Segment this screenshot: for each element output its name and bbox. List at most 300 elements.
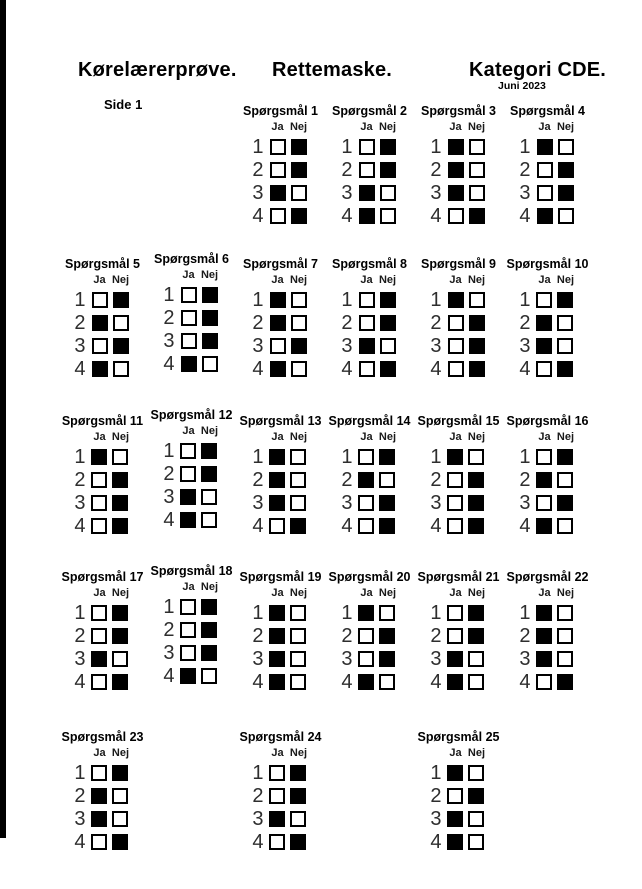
nej-column-header: Nej — [378, 587, 397, 599]
row-number: 1 — [163, 283, 175, 306]
checkbox-nej-empty — [468, 651, 484, 667]
column-headers — [72, 274, 134, 286]
checkbox-ja-empty — [536, 361, 552, 377]
nej-column-header: Nej — [467, 121, 486, 133]
column-header-spacer — [338, 587, 358, 599]
checkbox-ja-filled — [269, 472, 285, 488]
nej-column-header: Nej — [467, 274, 486, 286]
nej-column-header: Nej — [378, 121, 397, 133]
checkbox-ja-filled — [269, 605, 285, 621]
checkbox-nej-filled — [468, 788, 484, 804]
checkbox-ja-empty — [358, 518, 374, 534]
question-block-16 — [507, 414, 589, 537]
checkbox-nej-filled — [112, 628, 128, 644]
question-title: Spørgsmål 25 — [417, 730, 500, 744]
question-block-22 — [507, 570, 589, 693]
ja-column-header: Ja — [182, 581, 195, 593]
row-number: 3 — [519, 334, 531, 357]
column-header-spacer — [516, 587, 536, 599]
checkbox-nej-empty — [379, 605, 395, 621]
checkbox-nej-empty — [558, 208, 574, 224]
row-number: 3 — [252, 807, 264, 830]
checkbox-nej-empty — [468, 765, 484, 781]
checkbox-nej-filled — [202, 287, 218, 303]
nej-column-header: Nej — [289, 121, 308, 133]
checkbox-ja-empty — [358, 628, 374, 644]
question-block-24 — [240, 730, 322, 853]
checkbox-nej-filled — [201, 645, 217, 661]
checkbox-ja-empty — [536, 674, 552, 690]
ja-column-header: Ja — [538, 274, 551, 286]
checkbox-nej-filled — [469, 208, 485, 224]
checkbox-ja-filled — [447, 811, 463, 827]
question-cell — [147, 408, 236, 537]
answer-row-4 — [71, 670, 133, 693]
checkbox-ja-filled — [91, 651, 107, 667]
answer-row-1 — [161, 283, 223, 306]
answer-row-1 — [516, 445, 578, 468]
question-cell — [414, 730, 503, 853]
row-number: 1 — [341, 288, 353, 311]
column-header-spacer — [428, 274, 448, 286]
question-title: Spørgsmål 22 — [506, 570, 589, 584]
checkbox-ja-empty — [181, 287, 197, 303]
question-cell — [325, 414, 414, 537]
row-number: 3 — [430, 647, 442, 670]
checkbox-ja-filled — [448, 139, 464, 155]
answer-row-4 — [339, 204, 401, 227]
answer-row-3 — [427, 807, 489, 830]
checkbox-ja-empty — [91, 834, 107, 850]
answer-row-4 — [160, 508, 222, 531]
answer-row-2 — [339, 158, 401, 181]
checkbox-ja-filled — [536, 338, 552, 354]
ja-column-header: Ja — [538, 431, 551, 443]
checkbox-ja-empty — [92, 338, 108, 354]
checkbox-ja-filled — [358, 472, 374, 488]
checkbox-ja-filled — [92, 315, 108, 331]
row-number: 1 — [519, 135, 531, 158]
ja-column-header: Ja — [93, 747, 106, 759]
answer-row-4 — [516, 357, 578, 380]
question-title: Spørgsmål 23 — [61, 730, 144, 744]
ja-column-header: Ja — [449, 747, 462, 759]
answer-row-1 — [71, 761, 133, 784]
nej-column-header: Nej — [556, 274, 575, 286]
checkbox-nej-empty — [468, 674, 484, 690]
checkbox-nej-empty — [201, 668, 217, 684]
answer-row-2 — [428, 158, 490, 181]
answer-row-2 — [249, 784, 311, 807]
checkbox-ja-filled — [269, 495, 285, 511]
answer-row-3 — [516, 491, 578, 514]
row-number: 2 — [430, 468, 442, 491]
column-header-spacer — [427, 587, 447, 599]
answer-row-2 — [517, 158, 579, 181]
row-number: 4 — [430, 514, 442, 537]
column-headers — [516, 431, 578, 443]
checkbox-ja-filled — [447, 449, 463, 465]
checkbox-ja-filled — [91, 449, 107, 465]
checkbox-ja-empty — [447, 788, 463, 804]
answer-row-1 — [338, 601, 400, 624]
question-cell — [414, 104, 503, 227]
checkbox-ja-empty — [359, 139, 375, 155]
ja-column-header: Ja — [360, 587, 373, 599]
checkbox-nej-empty — [469, 185, 485, 201]
question-block-1 — [243, 104, 318, 227]
column-header-spacer — [427, 747, 447, 759]
question-row — [58, 564, 592, 693]
column-header-spacer — [249, 431, 269, 443]
question-cell — [236, 570, 325, 693]
row-number: 2 — [430, 784, 442, 807]
answer-row-3 — [249, 647, 311, 670]
checkbox-ja-filled — [447, 651, 463, 667]
row-number: 1 — [74, 288, 86, 311]
column-headers — [427, 587, 489, 599]
ja-column-header: Ja — [449, 274, 462, 286]
question-title: Spørgsmål 18 — [150, 564, 233, 578]
row-number: 1 — [430, 135, 442, 158]
answer-table — [249, 747, 311, 853]
row-number: 1 — [163, 439, 175, 462]
category-title: Kategori CDE. — [469, 59, 607, 81]
checkbox-ja-filled — [270, 361, 286, 377]
nej-column-header: Nej — [467, 747, 486, 759]
checkbox-nej-filled — [201, 443, 217, 459]
checkbox-nej-filled — [557, 449, 573, 465]
answer-row-2 — [516, 624, 578, 647]
column-header-spacer — [249, 587, 269, 599]
ja-column-header: Ja — [271, 274, 284, 286]
checkbox-nej-empty — [113, 315, 129, 331]
question-cell — [58, 414, 147, 537]
row-number: 4 — [252, 357, 264, 380]
checkbox-ja-filled — [536, 651, 552, 667]
row-number: 3 — [341, 181, 353, 204]
checkbox-nej-empty — [290, 495, 306, 511]
checkbox-ja-filled — [180, 489, 196, 505]
answer-table — [427, 587, 489, 693]
ja-column-header: Ja — [271, 121, 284, 133]
answer-row-1 — [249, 761, 311, 784]
row-number: 1 — [430, 445, 442, 468]
column-header-spacer — [71, 587, 91, 599]
checkbox-ja-filled — [536, 472, 552, 488]
row-number: 4 — [430, 670, 442, 693]
exam-title: Kørelærerprøve. — [78, 59, 237, 81]
column-header-spacer — [427, 431, 447, 443]
answer-table — [71, 431, 133, 537]
row-number: 2 — [430, 158, 442, 181]
nej-column-header: Nej — [378, 431, 397, 443]
answer-row-1 — [160, 595, 222, 618]
checkbox-ja-empty — [180, 622, 196, 638]
row-number: 1 — [252, 288, 264, 311]
row-number: 1 — [74, 445, 86, 468]
checkbox-nej-filled — [380, 292, 396, 308]
answer-row-3 — [428, 334, 490, 357]
checkbox-nej-filled — [291, 208, 307, 224]
answer-row-2 — [427, 624, 489, 647]
checkbox-ja-empty — [180, 466, 196, 482]
row-number: 2 — [252, 158, 264, 181]
question-block-23 — [62, 730, 144, 853]
answer-table — [427, 431, 489, 537]
checkbox-ja-empty — [269, 765, 285, 781]
checkbox-nej-filled — [202, 333, 218, 349]
column-headers — [160, 425, 222, 437]
row-number: 3 — [341, 491, 353, 514]
row-number: 2 — [430, 624, 442, 647]
column-headers — [338, 431, 400, 443]
checkbox-ja-empty — [181, 333, 197, 349]
answer-row-2 — [71, 624, 133, 647]
row-number: 3 — [430, 491, 442, 514]
question-block-3 — [421, 104, 496, 227]
checkbox-nej-filled — [291, 338, 307, 354]
answer-row-4 — [250, 357, 312, 380]
checkbox-ja-filled — [269, 811, 285, 827]
column-header-spacer — [250, 274, 270, 286]
question-title: Spørgsmål 5 — [64, 257, 141, 271]
ja-column-header: Ja — [538, 587, 551, 599]
answer-table — [338, 431, 400, 537]
question-row — [58, 252, 592, 380]
row-number: 2 — [519, 311, 531, 334]
checkbox-ja-filled — [358, 605, 374, 621]
answer-row-2 — [427, 784, 489, 807]
column-header-spacer — [516, 431, 536, 443]
answer-row-4 — [71, 514, 133, 537]
checkbox-nej-empty — [468, 449, 484, 465]
row-number: 4 — [252, 514, 264, 537]
checkbox-nej-filled — [557, 674, 573, 690]
checkbox-ja-empty — [270, 338, 286, 354]
answer-row-2 — [249, 468, 311, 491]
row-number: 4 — [341, 514, 353, 537]
checkbox-ja-empty — [91, 628, 107, 644]
answer-row-4 — [160, 664, 222, 687]
checkbox-ja-filled — [270, 315, 286, 331]
checkbox-nej-empty — [557, 518, 573, 534]
answer-row-2 — [71, 784, 133, 807]
answer-row-4 — [428, 204, 490, 227]
answer-row-1 — [338, 445, 400, 468]
column-headers — [249, 431, 311, 443]
question-title: Spørgsmål 9 — [420, 257, 497, 271]
checkbox-nej-empty — [557, 628, 573, 644]
ja-column-header: Ja — [271, 431, 284, 443]
ja-column-header: Ja — [271, 747, 284, 759]
checkbox-ja-filled — [448, 185, 464, 201]
question-cell — [503, 570, 592, 693]
checkbox-nej-empty — [112, 788, 128, 804]
answer-row-1 — [427, 761, 489, 784]
question-block-21 — [418, 570, 500, 693]
question-cell — [503, 414, 592, 537]
checkbox-nej-empty — [557, 338, 573, 354]
checkbox-nej-empty — [112, 651, 128, 667]
nej-column-header: Nej — [111, 274, 130, 286]
checkbox-ja-empty — [536, 449, 552, 465]
checkbox-ja-filled — [537, 139, 553, 155]
answer-row-4 — [427, 514, 489, 537]
checkbox-nej-filled — [380, 315, 396, 331]
nej-column-header: Nej — [467, 431, 486, 443]
question-cell — [58, 570, 147, 693]
question-block-8 — [332, 257, 407, 380]
checkbox-ja-filled — [536, 628, 552, 644]
row-number: 2 — [252, 311, 264, 334]
question-row — [58, 104, 592, 227]
column-header-spacer — [428, 121, 448, 133]
checkbox-nej-filled — [290, 765, 306, 781]
row-number: 2 — [341, 158, 353, 181]
checkbox-ja-empty — [358, 495, 374, 511]
answer-row-3 — [71, 807, 133, 830]
answer-row-3 — [71, 491, 133, 514]
answer-table — [250, 121, 312, 227]
nej-column-header: Nej — [289, 587, 308, 599]
question-title: Spørgsmål 2 — [331, 104, 408, 118]
row-number: 4 — [341, 357, 353, 380]
question-title: Spørgsmål 20 — [328, 570, 411, 584]
checkbox-ja-empty — [92, 292, 108, 308]
column-headers — [516, 274, 578, 286]
checkbox-nej-filled — [112, 495, 128, 511]
row-number: 4 — [430, 357, 442, 380]
row-number: 4 — [341, 204, 353, 227]
checkbox-ja-empty — [536, 292, 552, 308]
row-number: 2 — [341, 624, 353, 647]
row-number: 1 — [252, 445, 264, 468]
row-number: 2 — [519, 158, 531, 181]
column-headers — [339, 274, 401, 286]
checkbox-ja-filled — [537, 208, 553, 224]
checkbox-nej-filled — [379, 628, 395, 644]
checkbox-nej-filled — [112, 472, 128, 488]
answer-table — [161, 269, 223, 375]
row-number: 4 — [163, 352, 175, 375]
row-number: 4 — [163, 508, 175, 531]
checkbox-nej-empty — [113, 361, 129, 377]
row-number: 3 — [341, 334, 353, 357]
row-number: 2 — [341, 311, 353, 334]
page-number-label: Side 1 — [104, 97, 143, 112]
column-headers — [249, 747, 311, 759]
column-headers — [250, 121, 312, 133]
row-number: 4 — [252, 830, 264, 853]
checkbox-nej-filled — [380, 162, 396, 178]
checkbox-ja-filled — [91, 788, 107, 804]
empty-cell — [325, 730, 414, 853]
column-headers — [71, 747, 133, 759]
answer-row-2 — [516, 468, 578, 491]
answer-table — [428, 121, 490, 227]
checkbox-nej-empty — [290, 449, 306, 465]
checkbox-ja-filled — [269, 628, 285, 644]
checkbox-nej-empty — [290, 674, 306, 690]
answer-table — [160, 581, 222, 687]
checkbox-nej-empty — [112, 811, 128, 827]
checkbox-nej-filled — [558, 162, 574, 178]
answer-row-4 — [249, 830, 311, 853]
answer-row-1 — [72, 288, 134, 311]
answer-table — [339, 274, 401, 380]
answer-row-2 — [160, 462, 222, 485]
checkbox-ja-empty — [447, 605, 463, 621]
checkbox-nej-filled — [202, 310, 218, 326]
column-header-spacer — [71, 431, 91, 443]
column-header-spacer — [516, 274, 536, 286]
row-number: 1 — [74, 601, 86, 624]
column-headers — [516, 587, 578, 599]
column-headers — [161, 269, 223, 281]
nej-column-header: Nej — [111, 431, 130, 443]
row-number: 1 — [252, 135, 264, 158]
answer-table — [72, 274, 134, 380]
question-title: Spørgsmål 6 — [153, 252, 230, 266]
checkbox-ja-filled — [448, 162, 464, 178]
checkbox-ja-empty — [180, 443, 196, 459]
ja-column-header: Ja — [93, 431, 106, 443]
checkbox-nej-filled — [112, 605, 128, 621]
empty-cell — [147, 104, 236, 227]
row-number: 2 — [430, 311, 442, 334]
checkbox-ja-empty — [447, 628, 463, 644]
question-title: Spørgsmål 3 — [420, 104, 497, 118]
column-header-spacer — [339, 274, 359, 286]
checkbox-ja-empty — [270, 162, 286, 178]
checkbox-nej-empty — [380, 338, 396, 354]
checkbox-nej-empty — [557, 315, 573, 331]
column-header-spacer — [161, 269, 181, 281]
column-header-spacer — [160, 425, 180, 437]
question-cell — [414, 257, 503, 380]
row-number: 4 — [341, 670, 353, 693]
checkbox-ja-empty — [447, 472, 463, 488]
row-number: 2 — [252, 624, 264, 647]
checkbox-ja-empty — [448, 361, 464, 377]
checkbox-nej-empty — [557, 651, 573, 667]
empty-cell — [147, 730, 236, 853]
answer-row-4 — [339, 357, 401, 380]
question-block-15 — [418, 414, 500, 537]
nej-column-header: Nej — [111, 587, 130, 599]
checkbox-ja-empty — [447, 518, 463, 534]
answer-row-1 — [339, 288, 401, 311]
ja-column-header: Ja — [271, 587, 284, 599]
checkbox-nej-empty — [291, 185, 307, 201]
row-number: 2 — [74, 624, 86, 647]
checkbox-nej-filled — [201, 466, 217, 482]
checkbox-ja-filled — [359, 185, 375, 201]
row-number: 2 — [163, 462, 175, 485]
checkbox-ja-empty — [91, 765, 107, 781]
checkbox-ja-filled — [181, 356, 197, 372]
checkbox-nej-filled — [290, 788, 306, 804]
answer-row-4 — [428, 357, 490, 380]
row-number: 3 — [252, 491, 264, 514]
row-number: 1 — [252, 601, 264, 624]
question-row — [58, 408, 592, 537]
answer-row-4 — [250, 204, 312, 227]
checkbox-nej-empty — [468, 811, 484, 827]
answer-table — [428, 274, 490, 380]
checkbox-ja-filled — [92, 361, 108, 377]
